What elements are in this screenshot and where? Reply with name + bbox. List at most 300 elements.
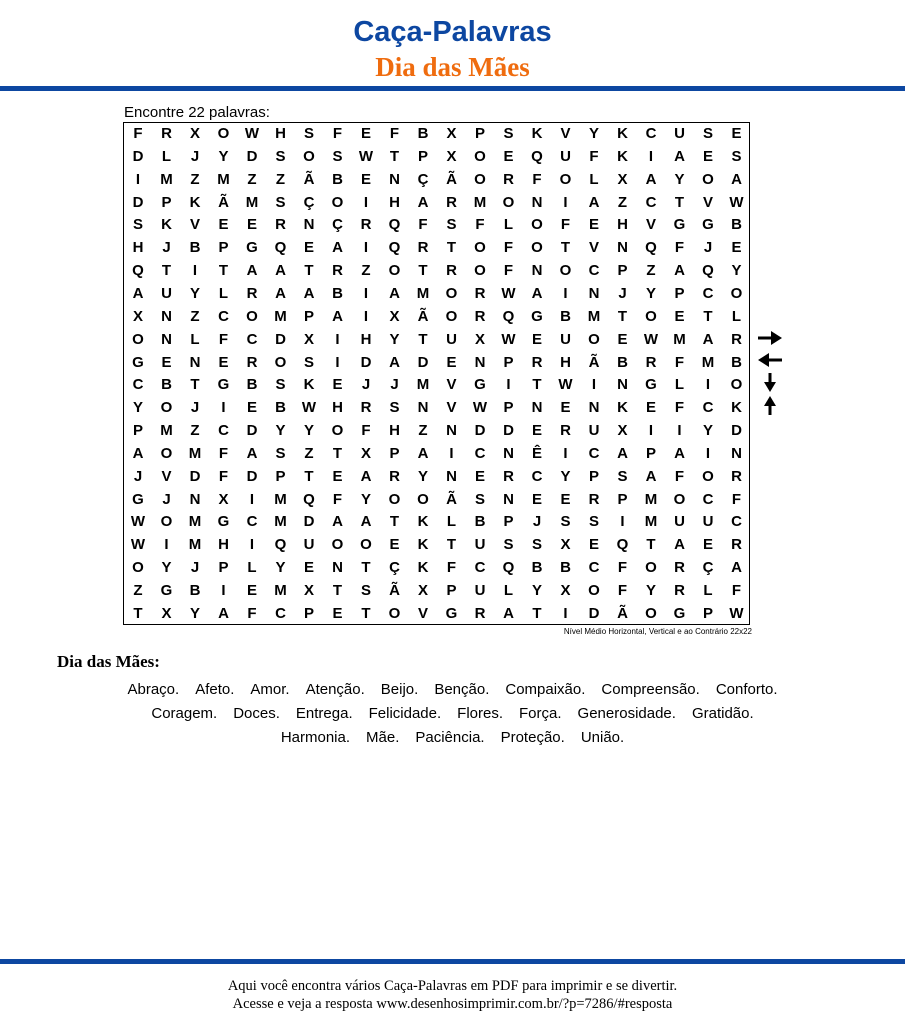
grid-cell[interactable]: E: [560, 399, 571, 417]
grid-cell[interactable]: T: [532, 376, 542, 394]
grid-cell[interactable]: X: [617, 170, 628, 188]
grid-cell[interactable]: S: [132, 216, 143, 234]
grid-cell[interactable]: S: [332, 147, 343, 165]
grid-cell[interactable]: R: [246, 353, 258, 371]
grid-cell[interactable]: P: [161, 193, 172, 211]
grid-cell[interactable]: G: [132, 490, 144, 508]
grid-cell[interactable]: K: [617, 399, 628, 417]
grid-cell[interactable]: O: [132, 330, 144, 348]
grid-cell[interactable]: P: [645, 444, 656, 462]
grid-cell[interactable]: N: [332, 559, 343, 577]
grid-cell[interactable]: E: [246, 582, 257, 599]
grid-cell[interactable]: U: [474, 536, 486, 554]
grid-cell[interactable]: A: [275, 284, 286, 302]
grid-cell[interactable]: K: [617, 147, 628, 165]
grid-cell[interactable]: O: [645, 307, 657, 325]
grid-cell[interactable]: X: [389, 307, 400, 325]
grid-cell[interactable]: O: [445, 284, 458, 302]
grid-cell[interactable]: P: [503, 399, 514, 417]
grid-cell[interactable]: A: [674, 444, 685, 462]
grid-cell[interactable]: I: [591, 376, 597, 394]
grid-cell[interactable]: C: [645, 193, 657, 211]
grid-cell[interactable]: Z: [190, 422, 200, 440]
grid-cell[interactable]: Z: [190, 307, 200, 325]
grid-cell[interactable]: X: [417, 582, 428, 599]
grid-cell[interactable]: E: [303, 559, 314, 577]
grid-cell[interactable]: X: [303, 330, 314, 348]
grid-cell[interactable]: N: [503, 444, 514, 462]
grid-cell[interactable]: D: [303, 513, 315, 531]
grid-cell[interactable]: X: [218, 490, 229, 508]
grid-cell[interactable]: F: [475, 216, 485, 234]
grid-cell[interactable]: C: [588, 262, 600, 280]
grid-cell[interactable]: E: [446, 353, 457, 371]
grid-cell[interactable]: J: [162, 239, 171, 257]
grid-cell[interactable]: Y: [588, 125, 599, 142]
grid-cell[interactable]: X: [617, 422, 628, 440]
grid-cell[interactable]: B: [161, 376, 172, 394]
grid-cell[interactable]: O: [502, 193, 515, 211]
grid-cell[interactable]: S: [588, 513, 599, 531]
grid-cell[interactable]: E: [702, 147, 713, 165]
grid-cell[interactable]: Y: [275, 559, 286, 577]
grid-cell[interactable]: O: [388, 604, 401, 622]
grid-cell[interactable]: N: [617, 239, 628, 257]
grid-cell[interactable]: R: [474, 307, 486, 325]
grid-cell[interactable]: F: [731, 490, 742, 508]
grid-cell[interactable]: F: [218, 330, 229, 348]
grid-cell[interactable]: Q: [388, 239, 401, 257]
grid-cell[interactable]: P: [218, 239, 229, 257]
grid-cell[interactable]: X: [303, 582, 314, 599]
grid-cell[interactable]: I: [705, 376, 711, 394]
grid-cell[interactable]: Y: [674, 170, 685, 188]
grid-cell[interactable]: O: [417, 490, 429, 508]
grid-cell[interactable]: C: [702, 399, 714, 417]
grid-cell[interactable]: Q: [502, 307, 515, 325]
grid-cell[interactable]: Q: [645, 239, 657, 257]
grid-cell[interactable]: Q: [531, 147, 543, 165]
grid-cell[interactable]: R: [503, 170, 514, 188]
grid-cell[interactable]: E: [702, 536, 713, 554]
grid-cell[interactable]: R: [474, 284, 486, 302]
grid-cell[interactable]: K: [531, 125, 543, 142]
grid-cell[interactable]: L: [674, 376, 685, 394]
grid-cell[interactable]: O: [588, 330, 600, 348]
grid-cell[interactable]: G: [673, 604, 686, 622]
grid-cell[interactable]: J: [133, 467, 143, 485]
grid-cell[interactable]: W: [358, 147, 374, 165]
grid-cell[interactable]: N: [531, 262, 543, 280]
grid-cell[interactable]: G: [474, 376, 486, 394]
grid-cell[interactable]: Q: [274, 239, 287, 257]
grid-cell[interactable]: Y: [731, 262, 742, 280]
grid-cell[interactable]: X: [360, 444, 371, 462]
grid-cell[interactable]: Ã: [617, 604, 628, 622]
grid-cell[interactable]: K: [189, 193, 201, 211]
grid-cell[interactable]: Y: [531, 582, 542, 599]
grid-cell[interactable]: A: [246, 444, 258, 462]
grid-cell[interactable]: Z: [617, 193, 628, 211]
grid-cell[interactable]: M: [274, 307, 287, 325]
grid-cell[interactable]: O: [474, 262, 486, 280]
grid-cell[interactable]: G: [217, 376, 230, 394]
grid-cell[interactable]: F: [418, 216, 428, 234]
grid-cell[interactable]: R: [645, 353, 657, 371]
grid-cell[interactable]: S: [275, 147, 286, 165]
grid-cell[interactable]: N: [161, 307, 172, 325]
grid-cell[interactable]: H: [218, 536, 229, 554]
grid-cell[interactable]: U: [560, 147, 571, 165]
grid-cell[interactable]: P: [474, 125, 485, 142]
grid-cell[interactable]: O: [160, 513, 173, 531]
grid-cell[interactable]: Y: [417, 467, 428, 485]
grid-cell[interactable]: K: [731, 399, 742, 417]
grid-cell[interactable]: O: [132, 559, 144, 577]
grid-cell[interactable]: A: [332, 513, 343, 531]
grid-cell[interactable]: Z: [133, 582, 143, 599]
grid-cell[interactable]: E: [588, 536, 599, 554]
grid-cell[interactable]: A: [389, 353, 400, 371]
grid-cell[interactable]: T: [133, 604, 143, 622]
grid-cell[interactable]: R: [417, 239, 429, 257]
grid-cell[interactable]: I: [221, 399, 226, 417]
grid-cell[interactable]: F: [332, 125, 343, 142]
grid-cell[interactable]: J: [390, 376, 399, 394]
grid-cell[interactable]: O: [559, 170, 572, 188]
grid-cell[interactable]: T: [418, 262, 428, 280]
grid-cell[interactable]: Q: [274, 536, 287, 554]
grid-cell[interactable]: A: [389, 284, 400, 302]
grid-cell[interactable]: C: [588, 444, 600, 462]
grid-cell[interactable]: H: [617, 216, 628, 234]
grid-cell[interactable]: O: [645, 604, 657, 622]
grid-cell[interactable]: U: [702, 513, 714, 531]
grid-cell[interactable]: E: [474, 467, 485, 485]
grid-cell[interactable]: R: [731, 330, 742, 348]
grid-cell[interactable]: E: [332, 604, 343, 622]
grid-cell[interactable]: D: [132, 193, 144, 211]
grid-cell[interactable]: N: [389, 170, 400, 188]
grid-cell[interactable]: O: [588, 582, 600, 599]
grid-cell[interactable]: X: [474, 330, 485, 348]
grid-cell[interactable]: E: [645, 399, 656, 417]
grid-cell[interactable]: M: [160, 422, 173, 440]
grid-cell[interactable]: N: [189, 490, 201, 508]
grid-cell[interactable]: T: [190, 376, 200, 394]
grid-cell[interactable]: M: [274, 582, 287, 599]
grid-cell[interactable]: X: [132, 307, 143, 325]
grid-cell[interactable]: B: [417, 125, 429, 142]
grid-cell[interactable]: S: [275, 193, 286, 211]
grid-cell[interactable]: Y: [702, 422, 713, 440]
grid-cell[interactable]: S: [275, 376, 286, 394]
grid-cell[interactable]: G: [673, 216, 686, 234]
grid-cell[interactable]: I: [164, 536, 169, 554]
grid-cell[interactable]: V: [560, 125, 571, 142]
grid-cell[interactable]: Q: [303, 490, 315, 508]
grid-cell[interactable]: C: [132, 376, 144, 394]
grid-cell[interactable]: E: [588, 216, 599, 234]
grid-cell[interactable]: F: [617, 559, 628, 577]
grid-cell[interactable]: T: [646, 536, 656, 554]
grid-cell[interactable]: O: [730, 284, 743, 302]
grid-cell[interactable]: E: [246, 399, 257, 417]
grid-cell[interactable]: F: [332, 490, 343, 508]
grid-cell[interactable]: N: [588, 284, 600, 302]
grid-cell[interactable]: G: [132, 353, 144, 371]
grid-cell[interactable]: O: [360, 536, 372, 554]
grid-cell[interactable]: A: [417, 444, 429, 462]
grid-cell[interactable]: L: [446, 513, 457, 531]
grid-cell[interactable]: M: [587, 307, 601, 325]
grid-cell[interactable]: P: [303, 604, 314, 622]
grid-cell[interactable]: A: [674, 262, 685, 280]
grid-cell[interactable]: T: [332, 444, 343, 462]
grid-cell[interactable]: A: [503, 604, 514, 622]
grid-cell[interactable]: V: [588, 239, 599, 257]
grid-cell[interactable]: S: [446, 216, 457, 234]
grid-cell[interactable]: C: [474, 444, 486, 462]
grid-cell[interactable]: R: [246, 284, 258, 302]
grid-cell[interactable]: B: [731, 353, 742, 371]
grid-cell[interactable]: Ç: [702, 559, 714, 577]
grid-cell[interactable]: Z: [361, 262, 371, 280]
grid-cell[interactable]: E: [731, 125, 742, 142]
grid-cell[interactable]: I: [192, 262, 198, 280]
grid-cell[interactable]: I: [363, 193, 369, 211]
grid-cell[interactable]: X: [161, 604, 172, 622]
grid-cell[interactable]: A: [731, 559, 742, 577]
grid-cell[interactable]: V: [446, 376, 457, 394]
grid-cell[interactable]: N: [189, 353, 201, 371]
grid-cell[interactable]: F: [674, 353, 685, 371]
grid-cell[interactable]: O: [474, 170, 486, 188]
grid-cell[interactable]: A: [218, 604, 229, 622]
grid-cell[interactable]: J: [618, 284, 627, 302]
grid-cell[interactable]: L: [161, 147, 172, 165]
grid-cell[interactable]: G: [531, 307, 543, 325]
grid-cell[interactable]: Y: [161, 559, 172, 577]
grid-cell[interactable]: F: [560, 216, 571, 234]
grid-cell[interactable]: S: [702, 125, 713, 142]
grid-cell[interactable]: M: [416, 376, 430, 394]
grid-cell[interactable]: H: [389, 193, 400, 211]
grid-cell[interactable]: E: [360, 170, 371, 188]
grid-cell[interactable]: O: [445, 307, 458, 325]
grid-cell[interactable]: L: [731, 307, 742, 325]
grid-cell[interactable]: N: [531, 193, 543, 211]
grid-cell[interactable]: L: [703, 582, 713, 599]
grid-cell[interactable]: A: [645, 467, 657, 485]
grid-cell[interactable]: A: [332, 239, 343, 257]
grid-cell[interactable]: Ã: [303, 170, 315, 188]
grid-cell[interactable]: B: [332, 170, 343, 188]
grid-cell[interactable]: O: [474, 239, 486, 257]
grid-cell[interactable]: F: [503, 262, 514, 280]
grid-cell[interactable]: A: [702, 330, 714, 348]
grid-cell[interactable]: L: [190, 330, 200, 348]
grid-cell[interactable]: Y: [389, 330, 400, 348]
grid-cell[interactable]: C: [702, 490, 714, 508]
grid-cell[interactable]: Ç: [303, 193, 315, 211]
grid-cell[interactable]: K: [303, 376, 315, 394]
grid-cell[interactable]: S: [560, 513, 571, 531]
grid-cell[interactable]: B: [332, 284, 343, 302]
grid-cell[interactable]: I: [563, 284, 568, 302]
grid-cell[interactable]: D: [246, 467, 258, 485]
grid-cell[interactable]: O: [730, 376, 743, 394]
grid-cell[interactable]: P: [417, 147, 428, 165]
grid-cell[interactable]: Z: [190, 170, 200, 188]
grid-cell[interactable]: I: [620, 513, 625, 531]
grid-cell[interactable]: N: [303, 216, 315, 234]
grid-cell[interactable]: T: [332, 582, 343, 599]
grid-cell[interactable]: W: [244, 125, 260, 142]
grid-cell[interactable]: V: [189, 216, 200, 234]
grid-cell[interactable]: E: [303, 239, 314, 257]
grid-cell[interactable]: C: [645, 125, 657, 142]
grid-cell[interactable]: R: [560, 422, 571, 440]
grid-cell[interactable]: C: [218, 422, 229, 440]
grid-cell[interactable]: T: [446, 239, 457, 257]
grid-cell[interactable]: T: [560, 239, 571, 257]
grid-cell[interactable]: M: [416, 284, 430, 302]
grid-cell[interactable]: J: [190, 399, 200, 417]
grid-cell[interactable]: E: [360, 125, 371, 142]
grid-cell[interactable]: O: [217, 125, 230, 142]
grid-cell[interactable]: F: [532, 170, 542, 188]
grid-cell[interactable]: T: [389, 147, 400, 165]
grid-cell[interactable]: E: [161, 353, 172, 371]
grid-cell[interactable]: T: [361, 604, 371, 622]
grid-cell[interactable]: A: [731, 170, 742, 188]
grid-cell[interactable]: R: [360, 216, 372, 234]
grid-cell[interactable]: A: [417, 193, 429, 211]
grid-cell[interactable]: D: [474, 422, 486, 440]
grid-cell[interactable]: A: [531, 284, 543, 302]
grid-cell[interactable]: W: [301, 399, 317, 417]
grid-cell[interactable]: D: [503, 422, 514, 440]
grid-cell[interactable]: R: [275, 216, 286, 234]
grid-cell[interactable]: M: [160, 170, 173, 188]
grid-cell[interactable]: R: [531, 353, 543, 371]
grid-cell[interactable]: O: [673, 490, 686, 508]
grid-cell[interactable]: D: [189, 467, 201, 485]
grid-cell[interactable]: S: [360, 582, 371, 599]
grid-cell[interactable]: N: [503, 490, 514, 508]
grid-cell[interactable]: K: [617, 125, 628, 142]
grid-cell[interactable]: A: [303, 284, 315, 302]
grid-cell[interactable]: B: [189, 582, 201, 599]
grid-cell[interactable]: M: [701, 353, 715, 371]
grid-cell[interactable]: S: [389, 399, 400, 417]
grid-cell[interactable]: A: [645, 170, 657, 188]
grid-cell[interactable]: Ê: [531, 444, 542, 462]
grid-cell[interactable]: O: [702, 467, 714, 485]
grid-cell[interactable]: R: [588, 490, 600, 508]
grid-cell[interactable]: W: [130, 536, 146, 554]
grid-cell[interactable]: F: [218, 467, 229, 485]
grid-cell[interactable]: Q: [132, 262, 144, 280]
grid-cell[interactable]: M: [274, 490, 287, 508]
grid-cell[interactable]: Y: [645, 284, 656, 302]
grid-cell[interactable]: Q: [616, 536, 629, 554]
grid-cell[interactable]: D: [246, 147, 258, 165]
grid-cell[interactable]: O: [388, 262, 401, 280]
grid-cell[interactable]: C: [474, 559, 486, 577]
grid-cell[interactable]: I: [563, 604, 568, 622]
grid-cell[interactable]: F: [446, 559, 457, 577]
grid-cell[interactable]: Q: [702, 262, 714, 280]
grid-cell[interactable]: Ã: [588, 353, 600, 371]
grid-cell[interactable]: O: [331, 536, 344, 554]
grid-cell[interactable]: P: [132, 422, 143, 440]
grid-cell[interactable]: Q: [502, 559, 515, 577]
grid-cell[interactable]: O: [246, 307, 258, 325]
grid-cell[interactable]: X: [446, 125, 457, 142]
grid-cell[interactable]: O: [303, 147, 315, 165]
grid-cell[interactable]: D: [731, 422, 742, 440]
grid-cell[interactable]: F: [589, 147, 599, 165]
grid-cell[interactable]: W: [501, 284, 516, 302]
grid-cell[interactable]: O: [388, 490, 401, 508]
grid-cell[interactable]: Y: [560, 467, 571, 485]
grid-cell[interactable]: M: [673, 330, 686, 348]
grid-cell[interactable]: T: [304, 467, 314, 485]
grid-cell[interactable]: O: [274, 353, 287, 371]
grid-cell[interactable]: G: [645, 376, 657, 394]
grid-cell[interactable]: R: [674, 582, 685, 599]
grid-cell[interactable]: E: [389, 536, 400, 554]
grid-cell[interactable]: D: [588, 604, 600, 622]
grid-cell[interactable]: Q: [388, 216, 401, 234]
grid-cell[interactable]: I: [705, 444, 711, 462]
grid-cell[interactable]: T: [674, 193, 685, 211]
grid-cell[interactable]: I: [677, 422, 682, 440]
grid-cell[interactable]: P: [303, 307, 314, 325]
grid-cell[interactable]: C: [702, 284, 714, 302]
grid-cell[interactable]: M: [274, 513, 287, 531]
grid-cell[interactable]: P: [275, 467, 286, 485]
grid-cell[interactable]: M: [473, 193, 487, 211]
grid-cell[interactable]: Ç: [389, 559, 400, 577]
grid-cell[interactable]: J: [162, 490, 171, 508]
grid-cell[interactable]: I: [363, 239, 369, 257]
grid-cell[interactable]: Ã: [218, 193, 229, 211]
grid-cell[interactable]: M: [188, 536, 202, 554]
grid-cell[interactable]: X: [560, 582, 571, 599]
grid-cell[interactable]: Z: [418, 422, 428, 440]
grid-cell[interactable]: T: [218, 262, 229, 280]
grid-cell[interactable]: Z: [646, 262, 656, 280]
grid-cell[interactable]: U: [674, 513, 685, 531]
grid-cell[interactable]: T: [389, 513, 400, 531]
grid-cell[interactable]: F: [133, 125, 143, 142]
grid-cell[interactable]: I: [335, 330, 340, 348]
grid-cell[interactable]: D: [275, 330, 286, 348]
grid-cell[interactable]: N: [446, 422, 457, 440]
grid-cell[interactable]: F: [731, 582, 742, 599]
grid-cell[interactable]: V: [645, 216, 656, 234]
grid-cell[interactable]: G: [702, 216, 714, 234]
grid-cell[interactable]: N: [446, 467, 457, 485]
grid-cell[interactable]: H: [360, 330, 372, 348]
grid-cell[interactable]: N: [617, 376, 628, 394]
grid-cell[interactable]: M: [188, 444, 202, 462]
grid-cell[interactable]: R: [474, 604, 486, 622]
grid-cell[interactable]: T: [161, 262, 172, 280]
